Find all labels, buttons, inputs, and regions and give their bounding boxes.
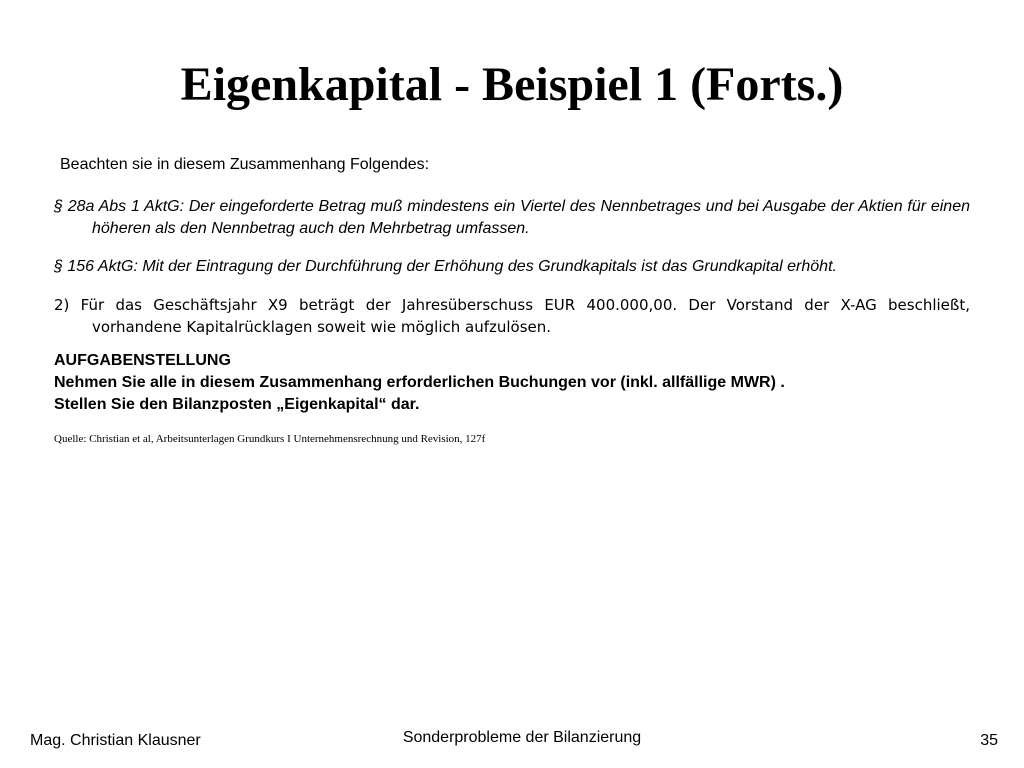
task-line-1: Nehmen Sie alle in diesem Zusammenhang erforderlichen Buchungen vor (inkl. allfällige MWR) . xyxy=(54,374,785,391)
slide-title: Eigenkapital - Beispiel 1 (Forts.) xyxy=(180,58,844,111)
item-2-text: 2) Für das Geschäftsjahr X9 beträgt der Jahresüberschuss EUR 400.000,00. Der Vorstand der X-AG beschließt, vorhandene Kapitalrücklagen soweit wie möglich aufzulösen. xyxy=(54,296,970,336)
footer-topic: Sonderprobleme der Bilanzierung xyxy=(402,729,642,746)
task-line-2: Stellen Sie den Bilanzposten „Eigenkapital“ dar. xyxy=(54,396,420,413)
footer-page-number: 35 xyxy=(980,732,998,749)
task-block xyxy=(54,350,970,416)
slide-content xyxy=(54,154,970,446)
footer-author: Mag. Christian Klausner xyxy=(30,732,201,749)
task-heading: AUFGABENSTELLUNG xyxy=(54,352,231,369)
paragraph-28a-aktg: § 28a Abs 1 AktG: Der eingeforderte Betrag muß mindestens ein Viertel des Nennbetrages und bei Ausgabe der Aktien für einen höheren als den Nennbetrag auch den Mehrbetrag umfassen. xyxy=(54,198,970,237)
intro-text: Beachten sie in diesem Zusammenhang Folgendes: xyxy=(60,156,430,173)
paragraph-156-aktg: § 156 AktG: Mit der Eintragung der Durchführung der Erhöhung des Grundkapitals ist das Grundkapital erhöht. xyxy=(54,258,837,275)
source-citation: Quelle: Christian et al, Arbeitsunterlagen Grundkurs I Unternehmensrechnung und Revision, 127f xyxy=(54,433,486,445)
